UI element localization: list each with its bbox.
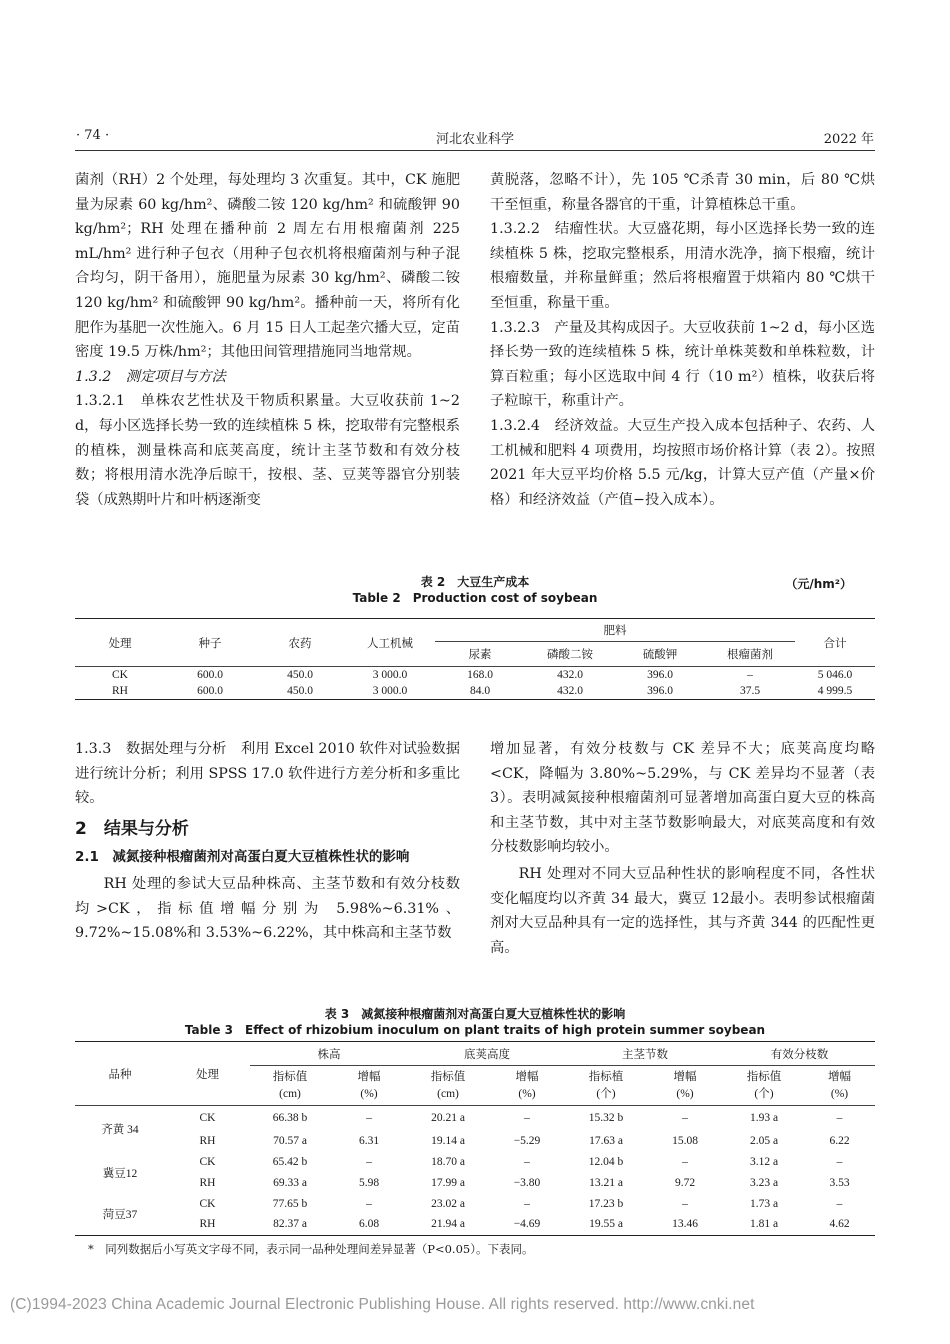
table-cell: 450.0: [287, 684, 313, 697]
table-cell: 3.53: [829, 1176, 850, 1189]
paragraph: RH 处理的参试大豆品种株高、主茎节数和有效分枝数均>CK，指标值增幅分别为 5.98%~6.31%、9.72%~15.08%和 3.53%~6.22%，其中株高和主茎节数: [75, 875, 460, 942]
table-cell: 13.46: [672, 1218, 698, 1231]
table-cell: –: [836, 1155, 843, 1168]
col-subheader: 增幅 (%): [357, 1070, 381, 1100]
col-header: 人工机械: [367, 637, 413, 650]
paragraph: 增加显著，有效分枝数与 CK 差异不大；底荚高度均略<CK，降幅为 3.80%~5.29%，与 CK 差异均不显著（表 3）。表明减氮接种根瘤菌剂可显著增加高蛋白夏大豆的株高和主茎节数，其中对主茎节数影响最大，对底荚高度和有效分枝数影响均较小。: [490, 741, 875, 856]
col-header: 肥料: [435, 619, 795, 642]
table-cell: 432.0: [557, 684, 583, 697]
col-subheader: 增幅 (%): [515, 1070, 539, 1100]
col-header: 尿素: [468, 649, 492, 661]
table-cell: 17.99 a: [431, 1176, 465, 1189]
table-cell: 77.65 b: [272, 1197, 308, 1210]
table-cell: CK: [199, 1197, 216, 1210]
table-cell: 17.23 b: [588, 1197, 624, 1210]
table3-title-en: Table 3 Effect of rhizobium inoculum on plant traits of high protein summer soybean: [184, 1023, 766, 1037]
variety-cell: 菏豆37: [102, 1209, 138, 1222]
table-cell: −3.80: [513, 1176, 541, 1189]
col-subheader: 指标植 (个): [588, 1070, 624, 1100]
table-cell: 20.21 a: [431, 1111, 465, 1124]
variety-cell: 冀豆12: [102, 1167, 138, 1180]
table-cell: 3 000.0: [372, 668, 408, 681]
variety-cell: 齐黄 34: [101, 1123, 139, 1136]
subsection-heading: 2.1 减氮接种根瘤菌剂对高蛋白夏大豆植株性状的影响: [75, 849, 410, 866]
table-row: [75, 1106, 875, 1130]
table2-title-en: Table 2 Production cost of soybean: [352, 591, 598, 605]
table2-caption: [75, 574, 875, 606]
table-cell: 2.05 a: [749, 1134, 779, 1147]
col-header: 硫酸钾: [642, 649, 678, 661]
table-cell: 84.0: [469, 684, 491, 697]
col-header: 磷酸二铵: [547, 649, 593, 661]
table-cell: –: [366, 1155, 372, 1168]
table-cell: –: [682, 1155, 688, 1168]
table-cell: −4.69: [513, 1218, 541, 1231]
table-cell: 66.38 b: [272, 1111, 308, 1124]
header-rule: [75, 150, 875, 151]
table-cell: –: [682, 1111, 688, 1124]
table-cell: 432.0: [557, 668, 583, 681]
table-cell: CK: [199, 1155, 216, 1168]
table-cell: –: [836, 1197, 843, 1210]
table-row: [75, 1194, 875, 1214]
watermark: (C)1994-2023 China Academic Journal Electronic Publishing House. All rights reserved. http://www.cnki.net: [10, 1296, 755, 1313]
table-cell: 396.0: [647, 684, 673, 697]
table-cell: –: [747, 668, 753, 681]
table-row: [75, 1130, 875, 1152]
table-cell: 1.73 a: [749, 1197, 779, 1210]
paragraph: 菌剂（RH）2 个处理，每处理均 3 次重复。其中，CK 施肥量为尿素 60 kg/hm²、磷酸二铵 120 kg/hm² 和硫酸钾 90 kg/hm²；RH 处理在播种前 2 周左右用根瘤菌剂 225 mL/hm² 进行种子包衣（用种子包衣机将根瘤菌剂与种子混合均匀，阴干备用），施肥量为尿素 30 kg/hm²、磷酸二铵 120 kg/hm² 和硫酸钾 90 kg/hm²。播种前一天，将所有化肥作为基肥一次性施入。6 月 15 日人工起垄穴播大豆，定苗密度 19.5 万株/hm²；其他田间管理措施同当地常规。: [75, 172, 460, 361]
table-cell: 17.63 a: [589, 1134, 623, 1147]
table-cell: –: [366, 1111, 372, 1124]
table-cell: 69.33 a: [273, 1176, 307, 1189]
col-subheader: 指标值 (cm): [272, 1070, 308, 1100]
section-heading: 2 结果与分析: [75, 818, 189, 839]
table-cell: 19.14 a: [431, 1134, 465, 1147]
table-cell: –: [836, 1111, 843, 1124]
col-header: 根瘤菌剂: [727, 649, 773, 661]
table-cell: –: [366, 1197, 372, 1210]
table-cell: 6.22: [829, 1134, 850, 1147]
table-cell: 600.0: [197, 668, 223, 681]
table-cell: 6.31: [358, 1134, 380, 1147]
table-cell: 4 999.5: [817, 684, 853, 697]
table-row: [75, 1172, 875, 1194]
table-cell: 5.98: [358, 1176, 380, 1189]
year: 2022 年: [823, 132, 874, 147]
table-cell: 15.08: [672, 1134, 698, 1147]
table-cell: 70.57 a: [273, 1134, 307, 1147]
table-row: [75, 683, 875, 700]
col-header: 株高: [250, 1042, 408, 1066]
table-cell: –: [524, 1111, 530, 1124]
col-header: 农药: [288, 637, 312, 650]
table3-footnote: * 同列数据后小写英文字母不同，表示同一品种处理间差异显著（P<0.05）。下表同。: [88, 1242, 534, 1256]
paragraph: 1.3.2.2 结瘤性状。大豆盛花期，每小区选择长势一致的连续植株 5 株，挖取完整根系，用清水洗净，摘下根瘤，统计根瘤数量，并称量鲜重；然后将根瘤置于烘箱内 80 ℃烘干至恒重，称量干重。: [490, 221, 875, 311]
col-subheader: 增幅 (%): [673, 1070, 697, 1100]
col-header: 主茎节数: [566, 1042, 724, 1066]
col-header: 品种: [108, 1068, 132, 1081]
table-cell: RH: [199, 1134, 216, 1147]
table-cell: CK: [112, 668, 128, 681]
right-column-mid: [490, 737, 875, 960]
col-header: 有效分枝数: [724, 1042, 875, 1066]
left-column-top: [75, 168, 460, 512]
table-cell: –: [524, 1197, 530, 1210]
table-cell: –: [682, 1197, 688, 1210]
table-cell: 450.0: [287, 668, 313, 681]
table-cell: RH: [199, 1176, 216, 1189]
table-cell: 168.0: [467, 668, 493, 681]
table-cell: CK: [199, 1111, 216, 1124]
table-cell: 1.81 a: [749, 1218, 779, 1231]
left-column-mid: [75, 737, 460, 946]
table3-caption: [75, 1006, 875, 1038]
paragraph: 1.3.2.4 经济效益。大豆生产投入成本包括种子、农药、人工机械和肥料 4 项费用，均按照市场价格计算（表 2）。按照 2021 年大豆平均价格 5.5 元/kg，计算大豆产值（产量×价格）和经济效益（产值−投入成本）。: [490, 417, 875, 508]
paragraph: 1.3.2.1 单株农艺性状及干物质积累量。大豆收获前 1~2 d，每小区选择长势一致的连续植株 5 株，挖取带有完整根系的植株，测量株高和底荚高度，统计主茎节数和有效分枝数；将根用清水洗净后晾干，按根、茎、豆荚等器官分别装袋（成熟期叶片和叶柄逐渐变: [75, 393, 460, 508]
col-subheader: 指标值 (cm): [430, 1070, 466, 1100]
table2-unit: （元/hm²）: [785, 577, 852, 591]
table-cell: 23.02 a: [431, 1197, 465, 1210]
table-cell: 13.21 a: [589, 1176, 623, 1189]
table-cell: 3.23 a: [749, 1176, 779, 1189]
table-cell: −5.29: [513, 1134, 541, 1147]
table3-title-cn: 表 3 减氮接种根瘤菌剂对高蛋白夏大豆植株性状的影响: [324, 1007, 626, 1021]
col-subheader: 指标值 (个): [746, 1070, 782, 1100]
table-cell: 396.0: [647, 668, 673, 681]
table-cell: RH: [199, 1218, 216, 1231]
col-header: 种子: [198, 637, 222, 650]
subsection-heading: 1.3.2 测定项目与方法: [75, 368, 226, 385]
table-row: [75, 1152, 875, 1172]
table-cell: –: [524, 1155, 530, 1168]
paragraph: 1.3.3 数据处理与分析 利用 Excel 2010 软件对试验数据进行统计分析；利用 SPSS 17.0 软件进行方差分析和多重比较。: [75, 741, 460, 807]
paragraph: 1.3.2.3 产量及其构成因子。大豆收获前 1~2 d，每小区选择长势一致的连续植株 5 株，统计单株荚数和单株粒数，计算百粒重；每小区选取中间 4 行（10 m²）植株，收获后将子粒晾干，称重计产。: [490, 319, 875, 410]
right-column-top: [490, 168, 875, 512]
table-cell: 12.04 b: [588, 1155, 624, 1168]
table3: [75, 1041, 875, 1236]
table-cell: 3.12 a: [749, 1155, 779, 1168]
table-row: [75, 1214, 875, 1236]
table-cell: 3 000.0: [372, 684, 408, 697]
table-cell: 19.55 a: [589, 1218, 623, 1231]
col-header: 底荚高度: [408, 1042, 566, 1066]
col-header: 处理: [108, 637, 132, 650]
table2: [75, 618, 875, 700]
paragraph: RH 处理对不同大豆品种性状的影响程度不同，各性状变化幅度均以齐黄 34 最大，冀豆 12最小。表明参试根瘤菌剂对大豆品种具有一定的选择性，其与齐黄 344 的匹配性更高。: [490, 865, 875, 956]
page-number: · 74 ·: [76, 128, 110, 143]
table-row: [75, 667, 875, 683]
table-cell: 82.37 a: [273, 1218, 307, 1231]
table-cell: RH: [112, 684, 128, 697]
table-cell: 15.32 b: [588, 1111, 624, 1124]
table-cell: 18.70 a: [431, 1155, 465, 1168]
table-cell: 37.5: [739, 684, 761, 697]
col-subheader: 增幅 (%): [828, 1070, 851, 1100]
table-cell: 4.62: [829, 1218, 850, 1231]
table-cell: 6.08: [358, 1218, 380, 1231]
table-cell: 9.72: [674, 1176, 696, 1189]
table-cell: 1.93 a: [749, 1111, 779, 1124]
table-cell: 65.42 b: [272, 1155, 308, 1168]
table-cell: 5 046.0: [817, 668, 853, 681]
paragraph: 黄脱落，忽略不计），先 105 ℃杀青 30 min，后 80 ℃烘干至恒重，称量各器官的干重，计算植株总干重。: [490, 172, 875, 213]
col-header: 合计: [823, 637, 847, 650]
table2-title-cn: 表 2 大豆生产成本: [420, 575, 530, 589]
table-cell: 21.94 a: [431, 1218, 465, 1231]
col-header: 处理: [196, 1068, 219, 1081]
journal-name: 河北农业科学: [435, 132, 514, 147]
table-cell: 600.0: [197, 684, 223, 697]
